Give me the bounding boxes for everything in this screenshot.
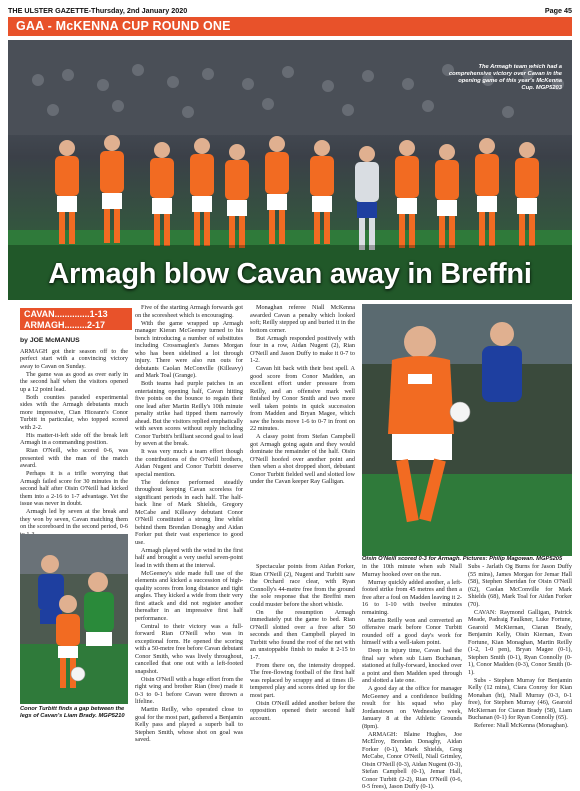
paragraph: Monaghan referee Niall McKenna awarded Cavan a penalty which looked soft; Reilly stepped up and buried it in the bottom corner.	[250, 304, 355, 334]
article-column-4	[362, 563, 462, 790]
headline: Armagh blow Cavan away in Breffni	[48, 258, 532, 290]
paragraph: Martin Reilly won and converted an offensive mark before Conor Turbitt rounded off a good day's work for himself with a well-taken point.	[362, 616, 462, 646]
section-banner: GAA - McKENNA CUP ROUND ONE	[8, 17, 572, 36]
team-photo-caption: The Armagh team which had a comprehensive victory over Cavan in the opening game of this year's McKenna Cup. MGP5203	[448, 64, 562, 91]
paragraph: Deep in injury time, Cavan had the final say when sub Liam Buchanan, stationed at fully-forward, knocked over a point and then Madden sped through and slotted a late one.	[362, 647, 462, 684]
paragraph: ARMAGH got their season off to the perfect start with a convincing victory away to Cavan on Sunday.	[20, 347, 128, 370]
byline: by JOE McMANUS	[20, 337, 80, 344]
article-column-1	[20, 334, 128, 530]
paragraph: Martin Reilly, who operated close to goal for the most part, gathered a Benjamin Kelly pass and played a superb ball to Stephen Smith, whose shot on goal was saved.	[135, 706, 243, 743]
paragraph: With the game wrapped up Armagh manager Kieran McGeeney turned to his bench introducing a number of substitutes including Crossmaglen's James Morgan who has been sidelined a lot through injury. There were also run outs for debutants Caolan McConville (Killeavy) and Mark Toal (Grange).	[135, 319, 243, 379]
article-column-2	[135, 304, 243, 743]
paragraph: Rian O'Neill, who scored 0-6, was presented with the man of the match award.	[20, 447, 128, 469]
paragraph: CAVAN: Raymond Galligan, Patrick Meade, Padraig Faulkner, Luke Fortune, Gearoid McKiernan, Ciaran Brady, Benjamin Kelly, Oisin Kiernan, Evan Fortune, Kian Monaghan, Martin Reilly (1-2, 1-0 pen), Bryan Magee (0-1), Stephen Smith (0-1), Ryan Connolly (0-1), Conor Madden (0-3), Conor Smith (0-1).	[468, 608, 572, 676]
paragraph: Murray quickly added another, a left-footed strike from 45 metres and then a free after a foul on Madden leaving it 2-16 to 1-10 with twelve minutes remaining.	[362, 578, 462, 616]
page-number: Page 45	[544, 6, 572, 15]
paragraph: A classy point from Stefan Campbell got Armagh going again and they would dominate the remainder of the half. Oisin O'Neill hoofed over another point and then when a shot dropped short, debutant Conor Turbitt fielded well and slotted low under the Cavan keeper Ray Galligan.	[250, 433, 355, 485]
paragraph: A good day at the office for manager McGeeney and a confidence building result for his squad who play Jordanstown on Wednesday week, January 8 at the Athletic Grounds (8pm).	[362, 685, 462, 730]
action-photo-oneill	[362, 304, 572, 556]
article-column-3-lower	[250, 563, 355, 729]
paragraph: Both teams had purple patches in an entertaining opening half, Cavan hitting five points on the bounce to regain their one lead after Martin Reilly's 10th minute penalty strike had tipped them narrowly ahead. But the visitors replied emphatically with seven scores without reply including Conor Turbitt's brilliant second goal to lead by seven at the break.	[135, 380, 243, 447]
paragraph: Cavan hit back with their best spell. A good score from Conor Madden, an excellent effort under pressure from Reilly, and an offensive mark well finished by Conor Smith and two more well taken points in quick succession from Madden and Bryan Magee, which saw the hosts move 1-6 to 0-7 in front on 22 minutes.	[250, 365, 355, 432]
paragraph: His matter-it-left side off the break left Armagh in a commanding position.	[20, 431, 128, 446]
paragraph: in the 10th minute when sub Niall Murray hooked over on the run.	[362, 563, 462, 578]
paragraph: Five of the starting Armagh forwards got on the scoresheet which is encouraging.	[135, 304, 243, 319]
action-photo-turbitt	[20, 534, 128, 704]
article-column-5	[468, 563, 572, 729]
paragraph: Oisin O'Neill with a huge effort from the right wing and brother Rian (free) made it 0-3 to 0-1 before Cavan were thrown a lifeline.	[135, 675, 243, 705]
paragraph: The game was as good as over early in the second half when the visitors opened up a 12 point lead.	[20, 370, 128, 393]
masthead-title: THE ULSTER GAZETTE-Thursday, 2nd January 2020	[8, 6, 188, 15]
score-cavan: CAVAN..............1-13	[24, 309, 108, 319]
article-column-3	[250, 304, 355, 530]
paragraph: The defence performed steadily throughout keeping Cavan scoreless for significant periods in each half. The half-back line of Mark Shields, Gregory McCabe and Killeavy debutant Conor O'Neill constituted a strong line whilst behind them Brendan Donaghy and Aidan Forker put their vast experience to good use.	[135, 478, 243, 546]
score-armagh: ARMAGH.........2-17	[24, 319, 106, 330]
score-box	[20, 308, 132, 330]
action-photo-oneill-caption: Oisin O'Neill scored 0-3 for Armagh. Pictures: Philip Magowan. MGP5205	[362, 556, 563, 562]
paragraph: Both counties paraded experimental sides with the Armagh debutants much more impressive, Cian Hiceann's Conor Turbitt in particular, who topped scored with 2-2.	[20, 393, 128, 431]
action-photo-turbitt-image	[20, 534, 128, 704]
masthead	[8, 4, 572, 16]
paragraph: Spectacular points from Aidan Forker, Rian O'Neill (2), Nugent and Turbitt saw the Orchard race clear, with Ryan Connolly's 44-metre free from the ground the sole response that the Breffni men could muster before the short whistle.	[250, 563, 355, 608]
paragraph: Referee: Niall McKenna (Monaghan).	[474, 722, 569, 729]
paragraph: From there on, the intensity dropped. The free-flowing football of the first half was replaced by scrappy and at times ill-tempered play and scores dried up for the most part.	[250, 661, 355, 699]
paragraph: Central to their victory was a full-forward Rian O'Neill who was in exceptional form. He opened the scoring with a 50-metre free before Cavan debutant Conor Smith, who was lively throughout, cancelled that one out with a left-footed snapshot.	[135, 622, 243, 675]
paragraph: Perhaps it is a trifle worrying that Armagh failed score for 30 minutes in the second half after Oisin O'Neill had kicked them into a 2-16 to 1-7 advantage. Yet the issue was never in doubt.	[20, 470, 128, 507]
paragraph: Subs - Jarlath Og Burns for Jason Duffy (55 mins), James Morgan for Jemar Hall (58), Stephen Sheridan for Oisin O'Neill (62), Caolan McConville for Mark Shields (68), Mark Toal for Aidan Forker (70).	[468, 563, 572, 608]
paragraph: Oisin O'Neill added another before the opposition opened their second half account.	[250, 699, 355, 722]
paragraph: ARMAGH: Blaine Hughes, Joe McElroy, Brendan Donaghy, Aidan Forker (0-1), Mark Shields, Greg McCabe, Conor O'Neill, Niall Grimley, Oisin O'Neill (0-3), Aidan Nugent (0-3), Stefan Campbell (0-1), Jemar Hall, Conor Turbitt (2-2), Rian O'Neill (0-6, 0-5 frees), Jason Duffy (0-1).	[362, 730, 462, 790]
paragraph: Armagh played with the wind in the first half and brought a very useful seven-point lead in with them at the interval.	[135, 546, 243, 569]
action-photo-turbitt-caption: Conor Turbitt finds a gap between the legs of Cavan's Liam Brady. MGP5210	[20, 706, 125, 719]
paragraph: On the resumption Armagh immediately put the game to bed. Rian O'Neill slotted over a free after 50 seconds and then Campbell played in Turbitt who found the roof of the net with an unstoppable finish to make it 2-15 to 1-7.	[250, 608, 355, 661]
paragraph: McGeeney's side made full use of the elements and kicked a succession of high-quality scores from long distance and tight angles. They kicked a wide from their very first attack and did not register another thereafter in an impressive first half performance.	[135, 569, 243, 622]
paragraph: Armagh led by seven at the break and they won by seven, Cavan matching them on the scoreboard in the second period, 0-6	[20, 508, 128, 530]
paragraph: But Armagh responded positively with four in a row, Aidan Nugent (2), Rian O'Neill and Jason Duffy to make it 0-7 to 1-2.	[250, 334, 355, 364]
team-photo	[8, 40, 572, 300]
paragraph: It was very much a team effort though the contributions of the O'Neill brothers, Aidan Nugent and Conor Turbitt deserve special mention.	[135, 448, 243, 478]
paragraph: Subs - Stephen Murray for Benjamin Kelly (12 mins), Ciara Conroy for Kian Monahan (ht), Niall Murray (0-3, 0-1 free), for Stephen Murray (46), Gearoid McKiernan for Ciaran Brady (58), Liam Buchanan (0-1) for Ryan Connolly (65).	[468, 676, 572, 721]
action-photo-oneill-image	[362, 304, 572, 556]
